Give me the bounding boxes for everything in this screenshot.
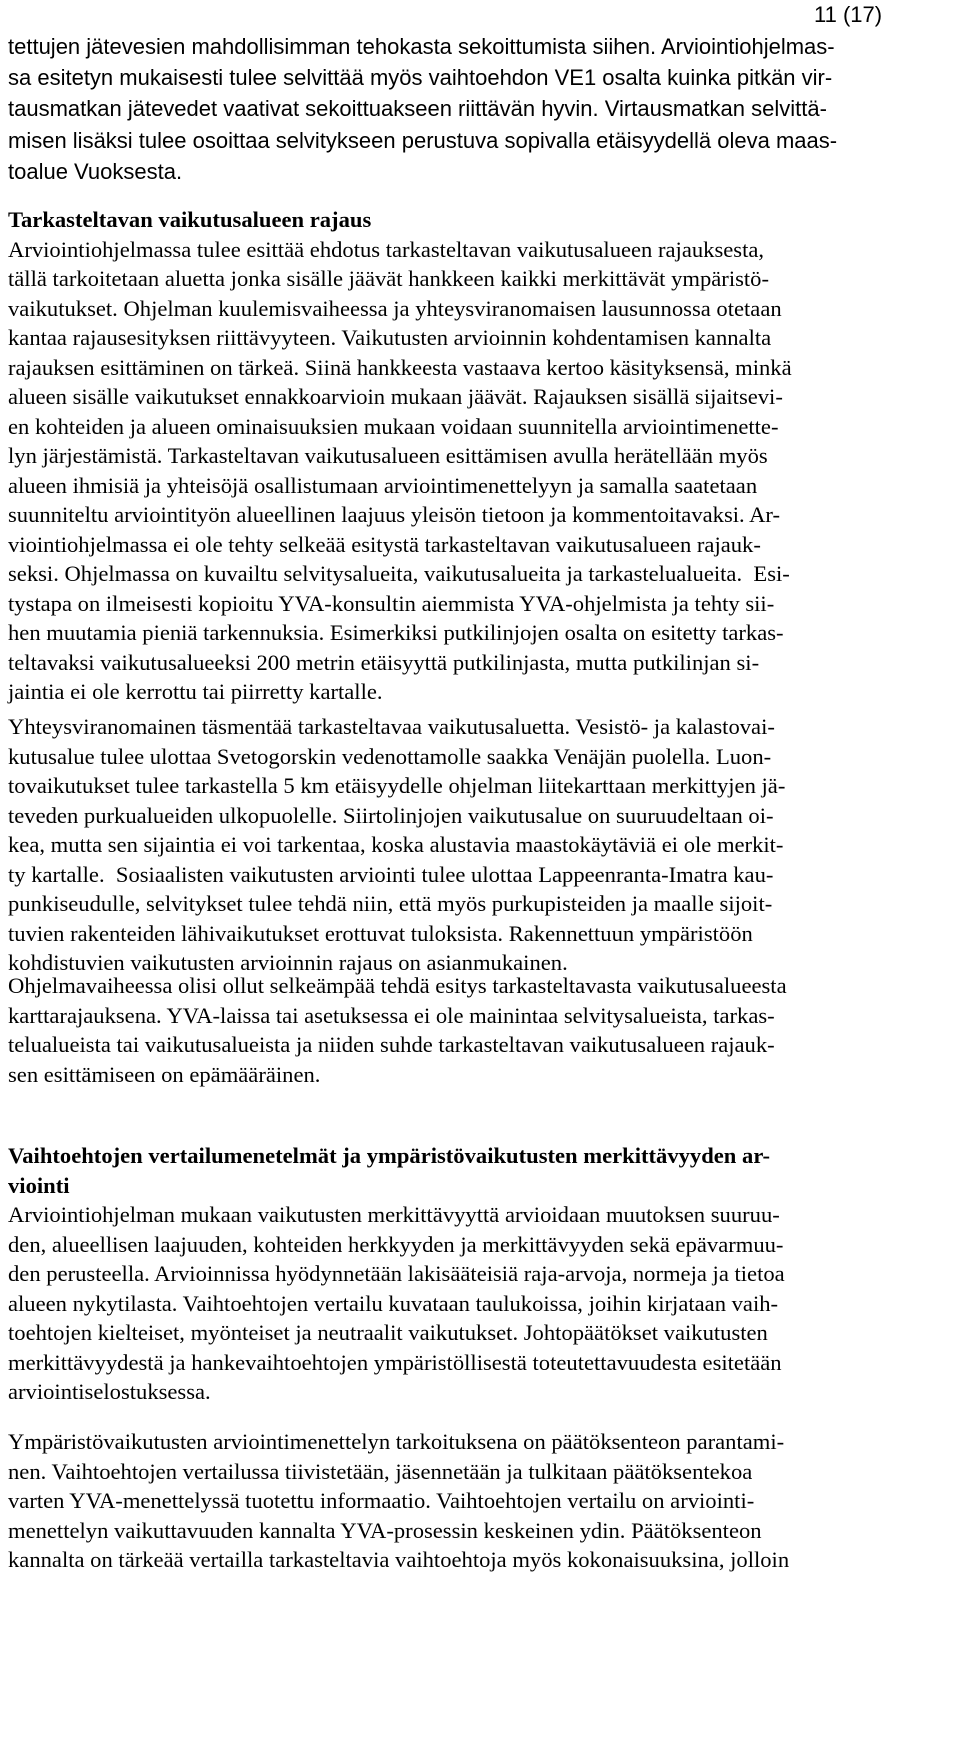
text-line: rajauksen esittäminen on tärkeä. Siinä hankkeesta vastaava kertoo käsityksensä, minkä [8,354,792,380]
text-line: tovaikutukset tulee tarkastella 5 km etäisyydelle ohjelman liitekarttaan merkittyjen jä- [8,773,786,798]
text-line: sa esitetyn mukaisesti tulee selvittää myös vaihtoehdon VE1 osalta kuinka pitkän vir- [8,65,833,91]
text-line: kohdistuvien vaikutusten arvioinnin rajaus on asianmukainen. [8,950,568,975]
text-line: toalue Vuoksesta. [8,158,183,184]
text-line: menettelyn vaikuttavuuden kannalta YVA-prosessin keskeinen ydin. Päätöksenteon [8,1517,762,1543]
text-line: toehtojen kielteiset, myönteiset ja neutraalit vaikutukset. Johtopäätökset vaikutusten [8,1320,768,1345]
paragraph-authority-specification [8,712,948,978]
text-line: alueen nykytilasta. Vaihtoehtojen vertailu kuvataan taulukoissa, joihin kirjataan vaih- [8,1290,779,1316]
text-line: tystapa on ilmeisesti kopioitu YVA-konsultin aiemmista YVA-ohjelmista ja tehty sii- [8,590,775,616]
section-impact-area-delimitation [8,205,948,707]
text-line: misen lisäksi tulee osoittaa selvitykseen perustuva sopivalla etäisyydellä oleva maas- [8,127,838,153]
text-line: alueen ihmisiä ja yhteisöjä osallistumaan arviointimenettelyyn ja samalla saatetaan [8,472,758,498]
text-line: ty kartalle. Sosiaalisten vaikutusten arviointi tulee ulottaa Lappeenranta-Imatra kau- [8,861,774,887]
text-line: lyn järjestämistä. Tarkasteltavan vaikutusalueen esittämisen avulla herätellään myös [8,443,768,468]
text-line: Ohjelmavaiheessa olisi ollut selkeämpää tehdä esitys tarkasteltavasta vaikutusalueesta [8,973,787,998]
text-line: en kohteiden ja alueen ominaisuuksien mukaan voidaan suunnitella arviointimenette- [8,413,779,439]
text-line: Arviointiohjelmassa tulee esittää ehdotus tarkasteltavan vaikutusalueen rajauksesta, [8,236,765,262]
section-heading: Tarkasteltavan vaikutusalueen rajaus [8,207,372,232]
text-line: kannalta on tärkeää vertailla tarkasteltavia vaihtoehtoja myös kokonaisuuksina, jolloin [8,1547,790,1572]
text-line: sen esittämiseen on epämääräinen. [8,1061,321,1087]
text-line: telualueista tai vaikutusalueista ja niiden suhde tarkasteltavan vaikutusalueen rajauk- [8,1032,775,1057]
text-line: nen. Vaihtoehtojen vertailussa tiivistetään, jäsennetään ja tulkitaan päätöksentekoa [8,1458,753,1484]
text-line: seksi. Ohjelmassa on kuvailtu selvitysalueita, vaikutusalueita ja tarkastelualueita. Esi- [8,561,790,586]
text-line: Ympäristövaikutusten arviointimenettelyn tarkoituksena on päätöksenteon parantami- [8,1429,785,1454]
text-line: vaikutukset. Ohjelman kuulemisvaiheessa ja yhteysviranomaisen lausunnossa otetaan [8,295,782,321]
text-line: varten YVA-menettelyssä tuotettu informaatio. Vaihtoehtojen vertailu on arviointi- [8,1488,755,1513]
text-line: arviointiselostuksessa. [8,1379,211,1404]
text-line: merkittävyydestä ja hankevaihtoehtojen ympäristöllisestä toteutettavuudesta esitetään [8,1349,782,1375]
text-line: suunniteltu arviointityön alueellinen laajuus yleisön tietoon ja kommentoitavaksi. Ar- [8,502,780,527]
text-line: teveden purkualueiden ulkopuolelle. Siirtolinjojen vaikutusalue on suuruudeltaan oi- [8,802,774,828]
text-line: Arviointiohjelman mukaan vaikutusten merkittävyyttä arvioidaan muutoksen suuruu- [8,1202,780,1227]
text-line: hen muutamia pieniä tarkennuksia. Esimerkiksi putkilinjojen osalta on esitetty tarkas- [8,620,784,645]
page-number: 11 (17) [814,2,883,27]
text-line: tettujen jätevesien mahdollisimman tehokasta sekoittumista siihen. Arviointiohjelmas- [8,34,835,59]
paragraph-eia-purpose [8,1427,948,1575]
text-line: jaintia ei ole kerrottu tai piirretty kartalle. [8,679,383,704]
text-line: alueen sisälle vaikutukset ennakkoarvioin mukaan jäävät. Rajauksen sisällä sijaitsevi- [8,384,783,409]
section-heading: Vaihtoehtojen vertailumenetelmät ja ympäristövaikutusten merkittävyyden ar- [8,1143,771,1168]
text-line: kantaa rajausesityksen riittävyyteen. Vaikutusten arvioinnin kohdentamisen kannalta [8,325,772,350]
section-comparison-methods [8,1141,948,1407]
text-line: Yhteysviranomainen täsmentää tarkasteltavaa vaikutusaluetta. Vesistö- ja kalastovai- [8,714,775,739]
intro-paragraph [8,31,948,187]
text-line: viointiohjelmassa ei ole tehty selkeää esitystä tarkasteltavan vaikutusalueen rajauk- [8,531,761,557]
text-line: punkiseudulle, selvitykset tulee tehdä niin, että myös purkupisteiden ja maalle sijoit- [8,891,773,916]
text-line: teltavaksi vaikutusalueeksi 200 metrin etäisyyttä putkilinjasta, mutta putkilinjan si- [8,649,760,675]
text-line: den perusteella. Arvioinnissa hyödynnetään lakisääteisiä raja-arvoja, normeja ja tietoa [8,1261,785,1286]
section-heading: viointi [8,1172,70,1198]
text-line: den, alueellisen laajuuden, kohteiden herkkyyden ja merkittävyyden sekä epävarmuu- [8,1231,784,1257]
text-line: kutusalue tulee ulottaa Svetogorskin vedenottamolle saakka Venäjän puolella. Luon- [8,743,772,769]
text-line: karttarajauksena. YVA-laissa tai asetuksessa ei ole mainintaa selvitysalueista, tarkas- [8,1002,775,1028]
paragraph-program-phase [8,971,948,1089]
text-line: tausmatkan jätevedet vaativat sekoittuakseen riittävän hyvin. Virtausmatkan selvittä- [8,96,827,122]
text-line: tällä tarkoitetaan aluetta jonka sisälle jäävät hankkeen kaikki merkittävät ympäristö- [8,266,769,291]
text-line: kea, mutta sen sijaintia ei voi tarkentaa, koska alustavia maastokäytäviä ei ole merkit- [8,832,784,857]
text-line: tuvien rakenteiden lähivaikutukset erottuvat tuloksista. Rakennettuun ympäristöön [8,920,753,946]
